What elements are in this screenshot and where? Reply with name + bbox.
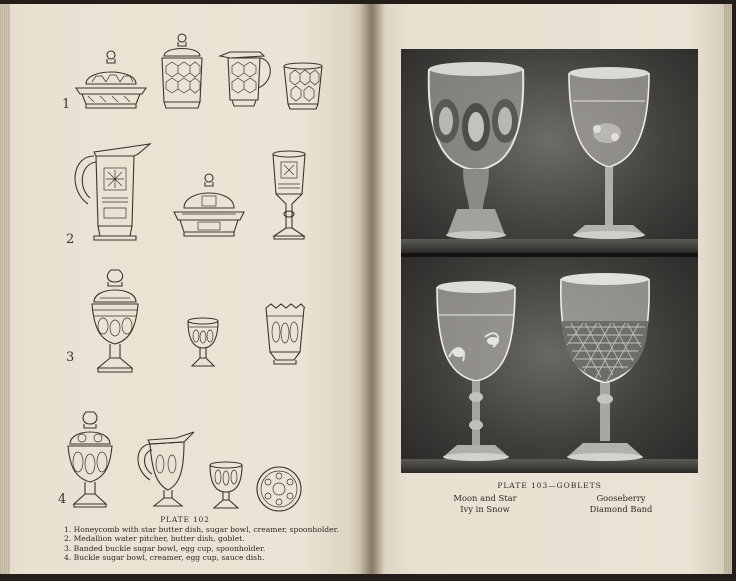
row-number-2: 2	[66, 232, 75, 247]
row-number-1: 1	[62, 97, 71, 112]
buckle-sauce-dish-drawing	[254, 464, 304, 514]
caption-line-3: 3. Banded buckle sugar bowl, egg cup, spoonholder.	[64, 543, 266, 553]
row-number-4: 4	[58, 492, 67, 507]
left-page	[0, 4, 370, 574]
plate-102-title: PLATE 102	[160, 515, 210, 524]
gooseberry-goblet-photo	[569, 67, 649, 239]
buckle-egg-cup-drawing	[206, 460, 246, 514]
plate-102-captions	[64, 525, 364, 563]
honeycomb-sugar-bowl-drawing	[156, 30, 208, 112]
photo-top-panel	[401, 49, 698, 253]
label-moon-and-star: Moon and Star	[453, 493, 517, 503]
label-gooseberry: Gooseberry	[596, 493, 646, 503]
honeycomb-spoonholder-drawing	[280, 60, 326, 112]
caption-line-4: 4. Buckle sugar bowl, creamer, egg cup, sauce dish.	[64, 553, 265, 563]
row-number-3: 3	[66, 350, 75, 365]
medallion-butter-dish-drawing	[168, 170, 250, 242]
photo-bottom-panel	[401, 257, 698, 473]
label-diamond-band: Diamond Band	[589, 504, 653, 514]
medallion-goblet-drawing	[266, 148, 312, 244]
caption-line-2: 2. Medallion water pitcher, butter dish, goblet.	[64, 534, 245, 544]
buckle-sugar-bowl-drawing	[62, 408, 118, 512]
plate-103-title: PLATE 103—GOBLETS	[497, 481, 602, 490]
label-ivy-in-snow: Ivy in Snow	[460, 504, 510, 514]
banded-buckle-spoonholder-drawing	[262, 300, 308, 372]
caption-line-1: 1. Honeycomb with star butter dish, sugar bowl, creamer, spoonholder.	[64, 525, 339, 534]
goblets-photograph	[401, 49, 698, 473]
banded-buckle-sugar-bowl-drawing	[86, 266, 144, 378]
moon-and-star-goblet-photo	[429, 62, 524, 239]
ivy-in-snow-goblet-photo	[437, 281, 515, 461]
book-gutter	[360, 4, 384, 574]
honeycomb-creamer-drawing	[216, 42, 278, 112]
medallion-water-pitcher-drawing	[66, 142, 162, 244]
buckle-creamer-drawing	[132, 430, 198, 514]
honeycomb-butter-dish-drawing	[72, 46, 150, 112]
diamond-band-goblet-photo	[561, 273, 649, 461]
banded-buckle-egg-cup-drawing	[184, 316, 222, 372]
